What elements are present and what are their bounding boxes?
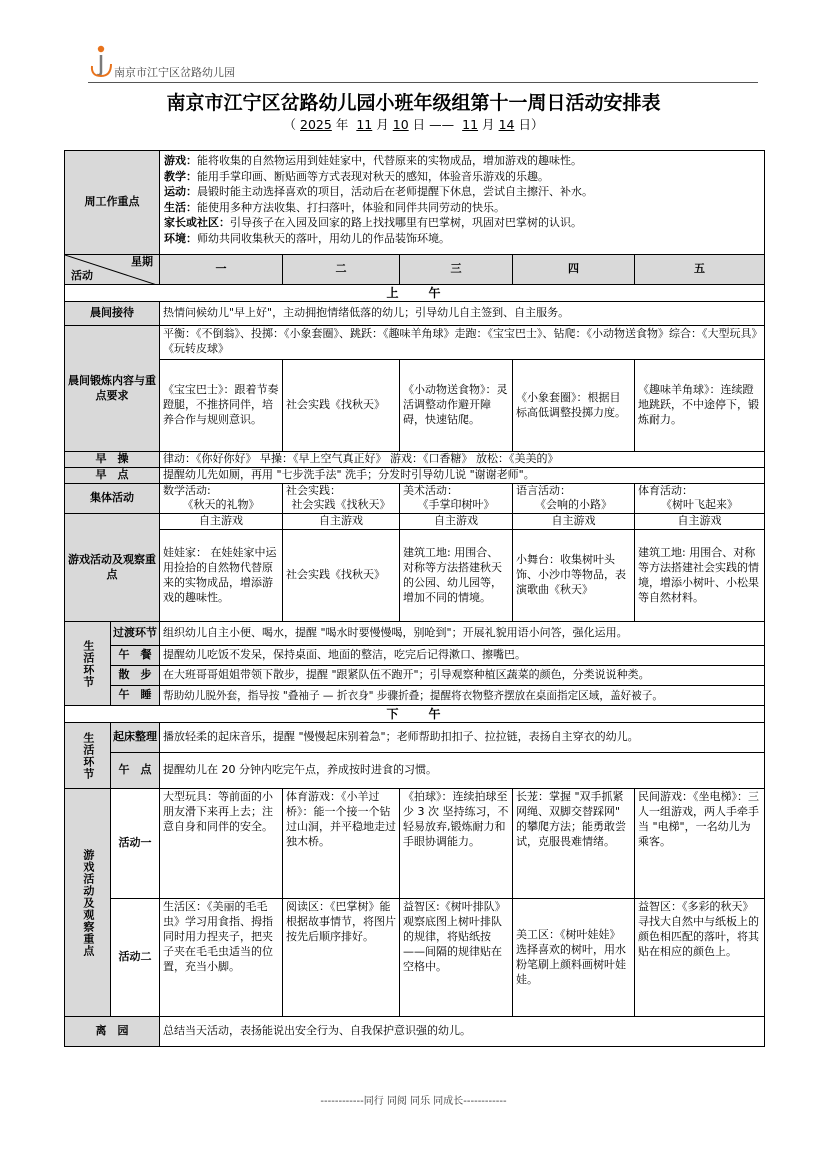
morning-label: 上 午 — [65, 285, 765, 302]
group-activity-tue: 社会实践： 社会实践《找秋天》 — [283, 484, 400, 514]
weekly-focus-label: 周工作重点 — [65, 151, 160, 255]
weekday-header-row — [65, 255, 765, 285]
day-tuesday: 二 — [283, 255, 400, 285]
weekly-focus-content: 游戏：能将收集的自然物运用到娃娃家中，代替原来的实物成品，增加游戏的趣味性。 教学：能用手掌印画、断贴画等方式表现对秋天的感知，体验音乐游戏的乐趣。 运动：晨锻时能主动选择喜欢的项目，活动后在老师提醒下休息，尝试自主擦汗、补水。 生活：能使用多种方法收集、打扫落叶，体验和同伴共同劳动的快乐。 家长或社区：引导孩子在入园及回家的路上找找哪里有巴掌树，巩固对巴掌树的认识。 环境：师幼共同收集秋天的落叶，用幼儿的作品装饰环境。 — [160, 151, 765, 255]
weekly-focus-row — [65, 151, 765, 255]
page-footer: ------------同行 同阅 同乐 同成长------------ — [320, 1096, 507, 1107]
life-walk-row: 散 步 在大班哥哥姐姐带领下散步，提醒 "跟紧队伍不跑开"；引导观察种植区蔬菜的颜色，分类说说种类。 — [65, 666, 765, 686]
end-month: 11 — [462, 117, 479, 132]
day-monday: 一 — [160, 255, 283, 285]
activity-one-row: 游戏活动及观察重点 活动一 大型玩具：等前面的小朋友滑下来再上去；注意自身和同伴的安全。 体育游戏：《小羊过桥》：能一个接一个钻过山洞，并平稳地走过独木桥。 《拍球》：连续拍球至少 3 次 坚持练习，不轻易放弃,锻炼耐力和手眼协调能力。 长茏：掌握 "双手抓紧网绳、双脚交替踩网" 的攀爬方法；能勇敢尝试，克服畏难情绪。 民间游戏：《坐电梯》：三人一组游戏，两人手牵手当 "电梯"，一名幼儿为乘客。 — [65, 789, 765, 899]
life-nap-row: 午 睡 帮助幼儿脱外套，指导按 "叠袖子 — 折衣身" 步骤折叠；提醒将衣物整齐摆放在桌面指定区域，盖好被子。 — [65, 686, 765, 706]
header-rule — [88, 82, 758, 83]
kindergarten-logo-icon — [88, 44, 114, 78]
page-header — [88, 44, 758, 84]
pm-snack-row: 午 点 提醒幼儿在 20 分钟内吃完午点，养成按时进食的习惯。 — [65, 753, 765, 789]
start-day: 10 — [392, 117, 409, 132]
life-lunch-row: 午 餐 提醒幼儿吃饭不发呆，保持桌面、地面的整洁，吃完后记得漱口、擦嘴巴。 — [65, 646, 765, 666]
diagonal-corner-cell: 星期 活动 — [65, 255, 160, 285]
morning-exercises-row: 早 操 律动：《你好你好》 早操：《早上空气真正好》 游戏：《口香糖》 放松：《美美的》 — [65, 452, 765, 468]
pm-game-section-label: 游戏活动及观察重点 — [65, 789, 111, 1017]
game-type-row: 游戏活动及观察重点 自主游戏 自主游戏 自主游戏 自主游戏 自主游戏 — [65, 514, 765, 530]
org-name: 南京市江宁区岔路幼儿园 — [114, 66, 235, 79]
page-title: 南京市江宁区岔路幼儿园小班年级组第十一周日活动安排表 — [166, 92, 661, 114]
day-thursday: 四 — [513, 255, 635, 285]
activity-two-row: 活动二 生活区：《美丽的毛毛虫》学习用食指、拇指同时用力捏夹子，把夹子夹在毛毛虫适当的位置，充当小脚。 阅读区：《巴掌树》能根据故事情节，将图片按先后顺序排好。 益智区:《树叶排队》观察底图上树叶排队的规律，将贴纸按——间隔的规律贴在空格中。 美工区：《树叶娃娃》选择喜欢的树叶，用水粉笔刷上颜料画树叶娃娃。 益智区：《多彩的秋天》寻找大自然中与纸板上的颜色相匹配的落叶，将其贴在相应的颜色上。 — [65, 899, 765, 1017]
start-month: 11 — [356, 117, 373, 132]
afternoon-section-row — [65, 706, 765, 723]
year-field: 2025 — [300, 117, 332, 132]
day-wednesday: 三 — [400, 255, 513, 285]
wakeup-row: 生活环节 起床整理 播放轻柔的起床音乐，提醒 "慢慢起床别着急"；老师帮助扣扣子、拉拉链，表扬自主穿衣的幼儿。 — [65, 723, 765, 753]
morning-section-row — [65, 285, 765, 302]
life-section-label: 生活环节 — [65, 622, 111, 706]
group-activity-wed: 美术活动： 《手掌印树叶》 — [400, 484, 513, 514]
schedule-table — [64, 150, 765, 1047]
day-friday: 五 — [635, 255, 765, 285]
leave-row: 离 园 总结当天活动，表扬能说出安全行为、自我保护意识强的幼儿。 — [65, 1017, 765, 1047]
afternoon-label: 下 午 — [65, 706, 765, 723]
morning-snack-row: 早 点 提醒幼儿先如厕，再用 "七步洗手法" 洗手；分发时引导幼儿说 "谢谢老师"。 — [65, 468, 765, 484]
game-content-row: 娃娃家： 在娃娃家中运用捡拾的自然物代替原来的实物成品，增添游戏的趣味性。 社会实践《找秋天》 建筑工地: 用围合、对称等方法搭建秋天的公园、幼儿园等，增加不同的情境。 小舞台：收集树叶头饰、小沙巾等物品，表演歌曲《秋天》 建筑工地: 用围合、对称等方法搭建社会实践的情境，增添小树叶、小松果等自然材料。 — [65, 530, 765, 622]
group-activity-row: 集体活动 数学活动: 《秋天的礼物》 社会实践： 社会实践《找秋天》 美术活动： 《手掌印树叶》 语言活动： 《会响的小路》 体育活动： 《树叶飞起来》 — [65, 484, 765, 514]
group-activity-thu: 语言活动： 《会响的小路》 — [513, 484, 635, 514]
life-transition-row: 生活环节 过渡环节 组织幼儿自主小便、喝水，提醒 "喝水时要慢慢喝，别呛到"；开展礼貌用语小问答，强化运用。 — [65, 622, 765, 646]
exercise-days-row: 《宝宝巴士》：跟着节奏蹬腿，不推挤同伴，培养合作与规则意识。 社会实践《找秋天》 《小动物送食物》：灵活调整动作避开障碍，快速钻爬。 《小象套圈》：根据目标高低调整投掷力度。 《趣味羊角球》：连续蹬地跳跃，不中途停下，锻炼耐力。 — [65, 360, 765, 452]
reception-row: 晨间接待 热情问候幼儿"早上好"，主动拥抱情绪低落的幼儿；引导幼儿自主签到、自主服务。 — [65, 302, 765, 326]
end-day: 14 — [498, 117, 515, 132]
life-pm-section-label: 生活环节 — [65, 723, 111, 789]
date-range: （ 2025 年 11 月 10 日 —— 11 月 14 日） — [283, 117, 544, 132]
group-activity-mon: 数学活动: 《秋天的礼物》 — [160, 484, 283, 514]
exercise-common-row: 晨间锻炼内容与重点要求 平衡：《不倒翁》、投掷：《小象套圈》、跳跃：《趣味羊角球》走跑：《宝宝巴士》、钻爬：《小动物送食物》综合：《大型玩具》《玩转皮球》 — [65, 326, 765, 360]
group-activity-fri: 体育活动： 《树叶飞起来》 — [635, 484, 765, 514]
